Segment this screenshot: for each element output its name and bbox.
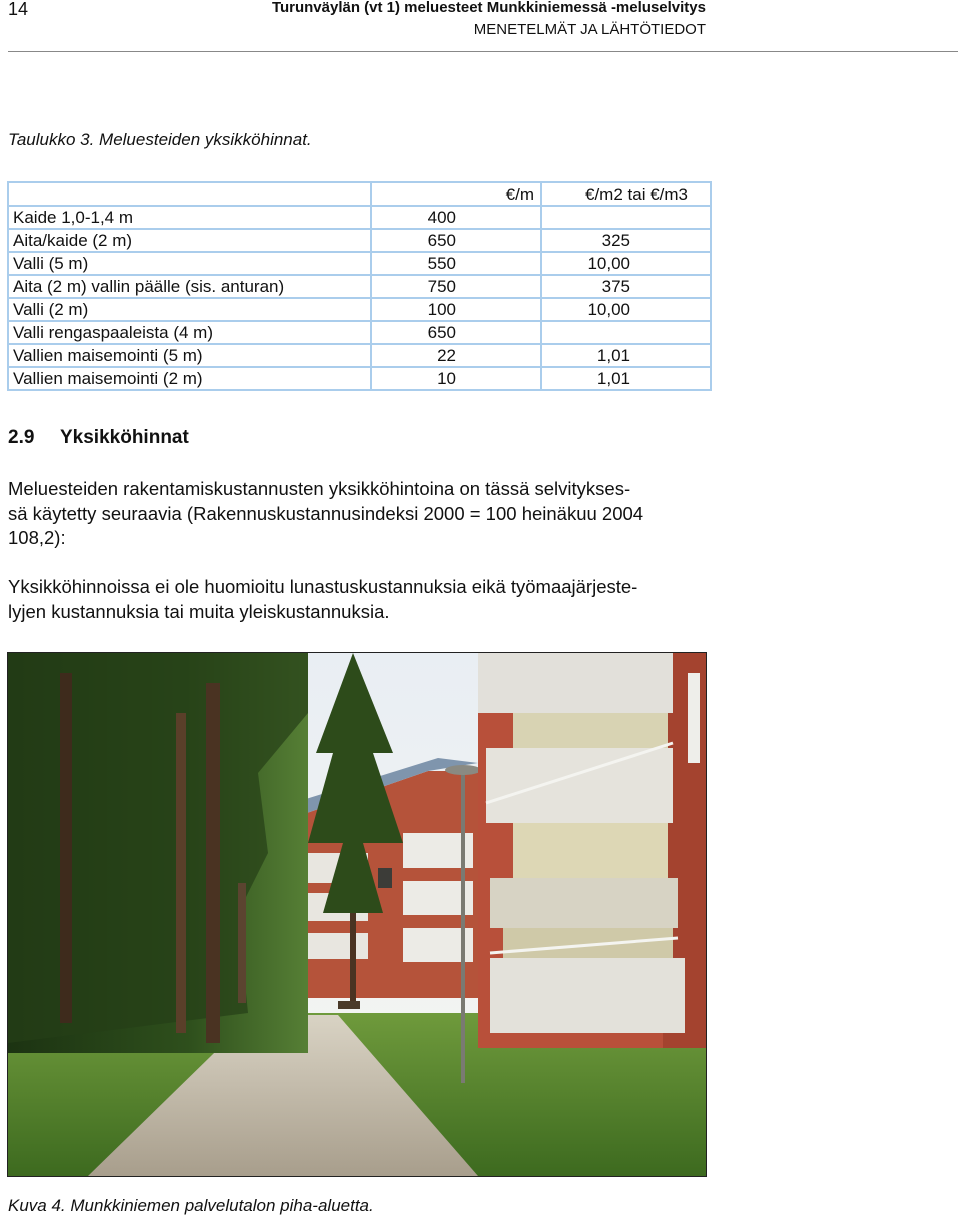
price-per-area-cell: 10,00 — [542, 253, 710, 274]
price-per-area-cell: 10,00 — [542, 299, 710, 320]
price-per-area-cell: 1,01 — [542, 345, 710, 366]
tree-trunk — [176, 713, 186, 1033]
item-cell: Vallien maisemointi (2 m) — [9, 368, 370, 389]
body-paragraph-2 — [8, 575, 708, 624]
price-per-m-cell: 10 — [372, 368, 540, 389]
paragraph-line: Yksikköhinnoissa ei ole huomioitu lunastuskustannuksia eikä työmaajärjeste- — [8, 576, 638, 597]
price-per-m-cell: 550 — [372, 253, 540, 274]
price-per-area-cell: 1,01 — [542, 368, 710, 389]
paragraph-line: sä käytetty seuraavia (Rakennuskustannusindeksi 2000 = 100 heinäkuu 2004 — [8, 502, 644, 524]
lamp-post — [461, 773, 465, 1083]
table-header-row — [9, 183, 710, 205]
price-per-m-cell: 650 — [372, 322, 540, 343]
table-row — [9, 368, 710, 389]
table-row — [9, 230, 710, 251]
paragraph-line: 108,2): — [8, 527, 66, 548]
column-header-per-m: €/m — [372, 183, 540, 205]
lamp-head — [445, 765, 481, 775]
table-row — [9, 345, 710, 366]
item-cell: Valli (5 m) — [9, 253, 370, 274]
item-cell: Vallien maisemointi (5 m) — [9, 345, 370, 366]
item-cell: Aita (2 m) vallin päälle (sis. anturan) — [9, 276, 370, 297]
courtyard-photo — [7, 652, 707, 1177]
price-per-m-cell: 750 — [372, 276, 540, 297]
tree-trunk — [60, 673, 72, 1023]
tree-trunk — [206, 683, 220, 1043]
price-per-area-cell — [542, 322, 710, 343]
price-per-area-cell: 325 — [542, 230, 710, 251]
price-per-m-cell: 400 — [372, 207, 540, 228]
paragraph-line: lyjen kustannuksia tai muita yleiskustannuksia. — [8, 600, 390, 622]
running-header-subtitle: MENETELMÄT JA LÄHTÖTIEDOT — [473, 21, 706, 38]
page-number: 14 — [8, 0, 29, 19]
table-row — [9, 253, 710, 274]
item-cell: Aita/kaide (2 m) — [9, 230, 370, 251]
unit-price-table — [7, 181, 712, 391]
section-title: Yksikköhinnat — [60, 427, 189, 448]
price-per-area-cell: 375 — [542, 276, 710, 297]
item-cell: Valli rengaspaaleista (4 m) — [9, 322, 370, 343]
figure-caption: Kuva 4. Munkkiniemen palvelutalon piha-aluetta. — [8, 1196, 374, 1215]
section-number: 2.9 — [8, 427, 35, 448]
price-per-m-cell: 100 — [372, 299, 540, 320]
running-header-title: Turunväylän (vt 1) meluesteet Munkkiniemessä -meluselvitys — [271, 0, 706, 16]
body-paragraph-1 — [8, 477, 708, 551]
price-per-area-cell — [542, 207, 710, 228]
bench — [338, 1001, 360, 1009]
tree-trunk — [238, 883, 246, 1003]
table-row — [9, 276, 710, 297]
price-per-m-cell: 22 — [372, 345, 540, 366]
item-cell: Kaide 1,0-1,4 m — [9, 207, 370, 228]
table-row — [9, 207, 710, 228]
header-divider — [8, 51, 958, 52]
section-heading — [8, 427, 189, 449]
item-cell: Valli (2 m) — [9, 299, 370, 320]
column-header-item — [9, 183, 370, 205]
table-row — [9, 322, 710, 343]
price-per-m-cell: 650 — [372, 230, 540, 251]
table-row — [9, 299, 710, 320]
apartment-building — [478, 653, 706, 1048]
table-caption: Taulukko 3. Meluesteiden yksikköhinnat. — [8, 130, 312, 149]
column-header-per-area: €/m2 tai €/m3 — [542, 183, 710, 205]
paragraph-line: Meluesteiden rakentamiskustannusten yksikköhintoina on tässä selvitykses- — [8, 478, 631, 499]
